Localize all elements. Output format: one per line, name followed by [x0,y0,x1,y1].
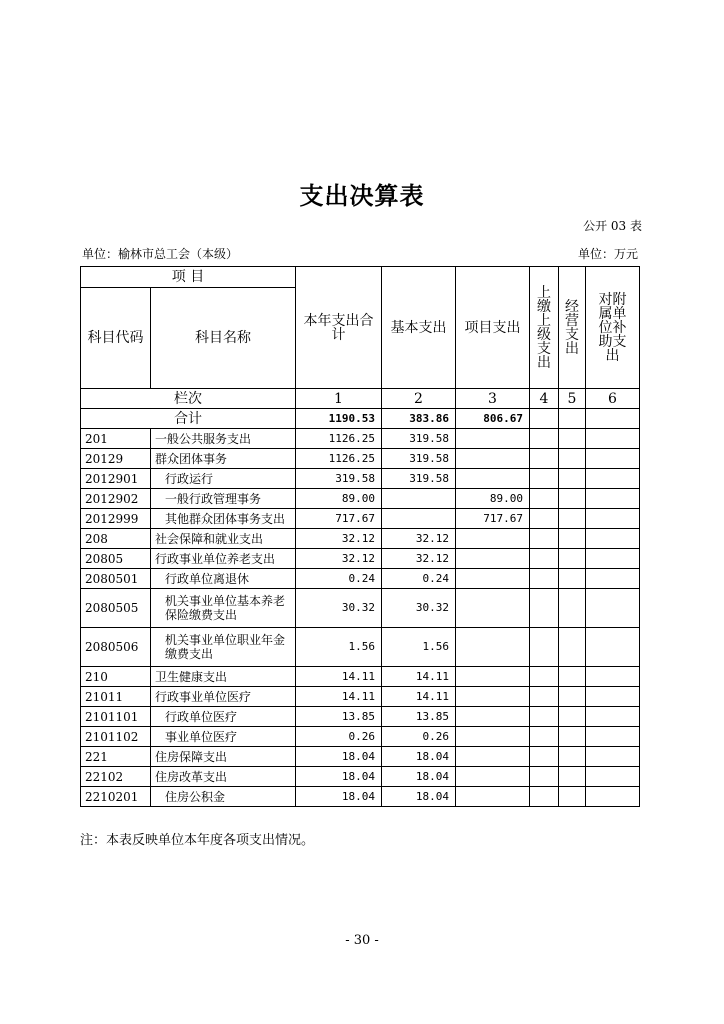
row-project [456,449,530,469]
row-name: 行政单位医疗 [151,707,296,727]
empty-cell [559,707,586,727]
empty-cell [559,589,586,628]
row-basic: 1.56 [382,628,456,667]
table-note: 注：本表反映单位本年度各项支出情况。 [80,833,315,848]
row-project [456,589,530,628]
row-project [456,429,530,449]
row-name: 住房改革支出 [151,767,296,787]
row-project [456,469,530,489]
empty-cell [559,569,586,589]
empty-cell [559,469,586,489]
empty-cell [559,767,586,787]
empty-cell [559,747,586,767]
row-code: 2080505 [81,589,151,628]
row-total: 1.56 [296,628,382,667]
empty-cell [586,727,640,747]
row-code: 210 [81,667,151,687]
header-upper: 上缴上级支出 [530,267,559,389]
table-row [81,747,640,767]
column-number: 2 [382,389,456,409]
row-total: 18.04 [296,747,382,767]
row-total: 18.04 [296,787,382,807]
total-label: 合计 [81,409,296,429]
table-row [81,707,640,727]
row-name: 住房保障支出 [151,747,296,767]
empty-cell [559,727,586,747]
empty-cell [530,687,559,707]
row-project [456,569,530,589]
row-code: 2101101 [81,707,151,727]
row-name: 住房公积金 [151,787,296,807]
row-project [456,549,530,569]
table-row [81,569,640,589]
empty-cell [586,529,640,549]
table-row [81,687,640,707]
table-row [81,549,640,569]
header-code: 科目代码 [81,288,151,389]
column-number: 3 [456,389,530,409]
row-total: 89.00 [296,489,382,509]
row-code: 2012901 [81,469,151,489]
row-total: 30.32 [296,589,382,628]
row-total: 1126.25 [296,429,382,449]
empty-cell [530,429,559,449]
empty-cell [530,489,559,509]
row-basic: 13.85 [382,707,456,727]
row-total: 14.11 [296,687,382,707]
row-name: 行政事业单位养老支出 [151,549,296,569]
row-total: 1126.25 [296,449,382,469]
row-project [456,667,530,687]
row-total: 14.11 [296,667,382,687]
empty-cell [586,429,640,449]
row-basic: 32.12 [382,529,456,549]
row-total: 319.58 [296,469,382,489]
empty-cell [586,707,640,727]
row-basic: 30.32 [382,589,456,628]
row-basic: 0.26 [382,727,456,747]
table-row [81,787,640,807]
row-code: 20805 [81,549,151,569]
table-row [81,469,640,489]
empty-cell [530,767,559,787]
row-project: 89.00 [456,489,530,509]
row-project [456,628,530,667]
empty-cell [559,529,586,549]
total-project: 806.67 [456,409,530,429]
row-name: 事业单位医疗 [151,727,296,747]
page-title: 支出决算表 [299,181,425,210]
empty-cell [559,549,586,569]
empty-cell [530,549,559,569]
row-basic: 319.58 [382,449,456,469]
row-basic [382,489,456,509]
row-name: 行政单位离退休 [151,569,296,589]
table-row [81,489,640,509]
empty-cell [559,509,586,529]
empty-cell [586,667,640,687]
table-row [81,767,640,787]
row-project [456,707,530,727]
row-basic: 18.04 [382,767,456,787]
row-name: 机关事业单位职业年金缴费支出 [151,628,296,667]
empty-cell [586,509,640,529]
row-code: 221 [81,747,151,767]
empty-cell [530,667,559,687]
row-project [456,529,530,549]
table-row [81,429,640,449]
row-project [456,787,530,807]
row-total: 717.67 [296,509,382,529]
row-code: 2012902 [81,489,151,509]
row-basic: 319.58 [382,429,456,449]
column-number-row [81,389,640,409]
row-basic [382,509,456,529]
empty-cell [530,589,559,628]
header-item: 项 目 [81,267,296,288]
empty-cell [586,409,640,429]
row-name: 行政运行 [151,469,296,489]
row-total: 32.12 [296,549,382,569]
empty-cell [586,747,640,767]
row-total: 18.04 [296,767,382,787]
table-row [81,449,640,469]
row-code: 2210201 [81,787,151,807]
header-project: 项目支出 [456,267,530,389]
row-name: 群众团体事务 [151,449,296,469]
row-code: 2101102 [81,727,151,747]
row-basic: 18.04 [382,747,456,767]
expenditure-table [80,266,640,807]
table-row [81,529,640,549]
row-code: 2080506 [81,628,151,667]
row-code: 21011 [81,687,151,707]
empty-cell [586,589,640,628]
row-name: 社会保障和就业支出 [151,529,296,549]
row-total: 0.26 [296,727,382,747]
row-code: 201 [81,429,151,449]
row-name: 行政事业单位医疗 [151,687,296,707]
row-project [456,727,530,747]
empty-cell [559,429,586,449]
currency-unit: 单位：万元 [577,247,638,261]
empty-cell [559,667,586,687]
header-business: 经营支出 [559,267,586,389]
row-code: 2080501 [81,569,151,589]
header-name: 科目名称 [151,288,296,389]
row-total: 32.12 [296,529,382,549]
empty-cell [559,489,586,509]
row-project [456,687,530,707]
column-label: 栏次 [81,389,296,409]
empty-cell [586,489,640,509]
empty-cell [530,787,559,807]
row-code: 20129 [81,449,151,469]
empty-cell [530,747,559,767]
row-code: 2012999 [81,509,151,529]
row-project [456,767,530,787]
empty-cell [559,787,586,807]
row-name: 卫生健康支出 [151,667,296,687]
empty-cell [530,727,559,747]
column-number: 4 [530,389,559,409]
row-name: 一般行政管理事务 [151,489,296,509]
empty-cell [586,787,640,807]
form-number: 公开 03 表 [583,219,642,233]
column-number: 5 [559,389,586,409]
empty-cell [586,767,640,787]
column-number: 1 [296,389,382,409]
header-row-item [81,267,640,288]
empty-cell [530,509,559,529]
empty-cell [559,449,586,469]
row-basic: 32.12 [382,549,456,569]
empty-cell [530,529,559,549]
total-basic: 383.86 [382,409,456,429]
row-basic: 14.11 [382,667,456,687]
row-code: 22102 [81,767,151,787]
page-number: - 30 - [345,933,379,948]
row-total: 13.85 [296,707,382,727]
empty-cell [530,449,559,469]
empty-cell [530,707,559,727]
header-total: 本年支出合计 [296,267,382,389]
table-row [81,628,640,667]
empty-cell [586,569,640,589]
table-row [81,727,640,747]
row-total: 0.24 [296,569,382,589]
empty-cell [559,409,586,429]
total-row [81,409,640,429]
empty-cell [530,569,559,589]
row-project [456,747,530,767]
table-row [81,509,640,529]
empty-cell [530,628,559,667]
empty-cell [559,628,586,667]
row-project: 717.67 [456,509,530,529]
total-amount: 1190.53 [296,409,382,429]
empty-cell [559,687,586,707]
empty-cell [586,687,640,707]
row-code: 208 [81,529,151,549]
row-basic: 319.58 [382,469,456,489]
table-row [81,667,640,687]
table-row [81,589,640,628]
empty-cell [586,449,640,469]
row-name: 机关事业单位基本养老保险缴费支出 [151,589,296,628]
empty-cell [586,469,640,489]
empty-cell [530,469,559,489]
row-basic: 0.24 [382,569,456,589]
reporting-unit: 单位：榆林市总工会（本级） [82,247,239,261]
row-name: 其他群众团体事务支出 [151,509,296,529]
row-basic: 18.04 [382,787,456,807]
column-number: 6 [586,389,640,409]
row-basic: 14.11 [382,687,456,707]
empty-cell [530,409,559,429]
empty-cell [586,628,640,667]
header-basic: 基本支出 [382,267,456,389]
empty-cell [586,549,640,569]
header-subsidy: 对附属单位补助支出 [586,267,640,389]
row-name: 一般公共服务支出 [151,429,296,449]
